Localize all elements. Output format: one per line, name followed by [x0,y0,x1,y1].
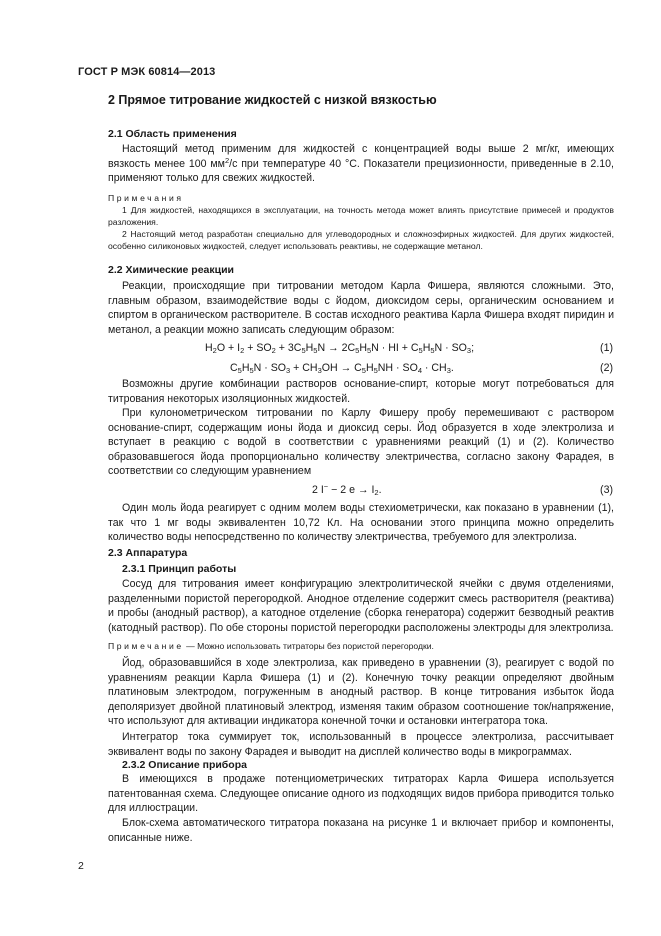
equation-3-number: (3) [600,484,613,496]
subsection-heading-2-3-2: 2.3.2 Описание прибора [122,759,247,771]
paragraph-integrator: Интегратор тока суммирует ток, использованный в процессе электролиза, рассчитывает эквивалент воды по закону Фарадея и выводит на дисплей количество воды в микрограммах. [108,731,614,758]
paragraph-principle: Сосуд для титрования имеет конфигурацию электролитической ячейки с двумя отделениями, разделенными пористой перегородкой. Анодное отделение содержит смесь растворителя (реактива) и пробы (анодный раствор), а катодное отделение (сборка генератора) содержит безводный реактив (катодный раствор). По обе стороны пористой перегородки расположены электроды для электролиза. [108,578,614,634]
equation-2-number: (2) [600,362,613,374]
paragraph-coulometric: При кулонометрическом титровании по Карлу Фишеру пробу перемешивают с раствором основание-спирт, содержащим ионы йода и диоксид серы. Йод образуется в ходе электролиза и вступает в реакцию с водой в соответствии с уравнениями реакций (1) и (2). Количество образовавшегося йода пропорционально количеству электричества, согласно закону Фарадея, в соответствии со следующим уравнением [108,407,614,478]
paragraph-combinations: Возможны другие комбинации растворов основание-спирт, которые могут потребоваться для титрования некоторых изоляционных жидкостей. [108,378,614,405]
paragraph-block-diagram: Блок-схема автоматического титратора показана на рисунке 1 и включает прибор и компоненты, описанные ниже. [108,817,614,844]
subsection-heading-2-1: 2.1 Область применения [108,128,237,140]
paragraph-scope: Настоящий метод применим для жидкостей с концентрацией воды выше 2 мг/кг, имеющих вязкость менее 100 $мм^2/с$ при температуре 40 °С. Показатели прецизионности, приведенные в 2.10, применяют только для свежих жидкостей. [108,143,614,185]
note-1: 1 Для жидкостей, находящихся в эксплуатации, на точность метода может влиять присутствие примесей и продуктов разложения. [108,205,614,227]
paragraph-reactions: Реакции, происходящие при титровании методом Карла Фишера, являются сложными. Это, главным образом, взаимодействие воды с йодом, диоксидом серы, органическим основанием и спиртом в органическом растворителе. В состав исходного реактива Карла Фишера входят пиридин и метанол, а реакции можно записать следующим образом: [108,280,614,336]
subsection-heading-2-3-1: 2.3.1 Принцип работы [122,563,237,575]
equation-1-number: (1) [600,342,613,354]
section-title: 2 Прямое титрование жидкостей с низкой вязкостью [108,93,437,107]
paragraph-mole: Один моль йода реагирует с одним молем воды стехиометрически, как показано в уравнении (1), так что 1 мг воды эквивалентен 10,72 Кл. На основании этого принципа можно определить количество воды непосредственно по количеству электричества, требуемого для электролиза. [108,502,614,544]
note-2: 2 Настоящий метод разработан специально для углеводородных и сложноэфирных жидкостей. Для других жидкостей, особенно силиконовых жидкостей, следует использовать реактивы, не содержащие метанол. [108,229,614,251]
paragraph-commercial: В имеющихся в продаже потенциометрических титраторах Карла Фишера используется патентованная схема. Следующее описание одного из подходящих видов прибора приводится только для иллюстрации. [108,773,614,815]
note-porous: Примечание — Можно использовать титраторы без пористой перегородки. [108,641,434,651]
subsection-heading-2-3: 2.3 Аппаратура [108,547,188,559]
paragraph-iodine: Йод, образовавшийся в ходе электролиза, как приведено в уравнении (3), реагирует с водой по уравнениям реакции Карла Фишера (1) и (2). Конечную точку реакции определяют двойным платиновым электродом, погруженным в анодный раствор. В конце титрования избыток йода деполяризует двойной платиновый электрод, изменяя таким образом соотношение ток/напряжение, что используют для активации индикатора конечной точки и остановки интегратора тока. [108,657,614,728]
equation-1: $H_2O + I_2 + SO_2 + 3C_5H_5N \to 2C_5H_5N$ · HI + $C_5H_5N \cdot SO_3$; [205,342,475,355]
equation-3: 2 I− − 2 $e \to I_2$. [312,482,382,497]
equation-2: $C_5H_5N \cdot SO_3 + CH_3OH \to C_5H_5NH \cdot SO_4 \cdot CH_3$. [230,362,454,375]
notes-label: Примечания [108,193,184,203]
subsection-heading-2-2: 2.2 Химические реакции [108,264,235,276]
page-number: 2 [78,860,84,872]
document-header: ГОСТ Р МЭК 60814—2013 [78,66,216,78]
